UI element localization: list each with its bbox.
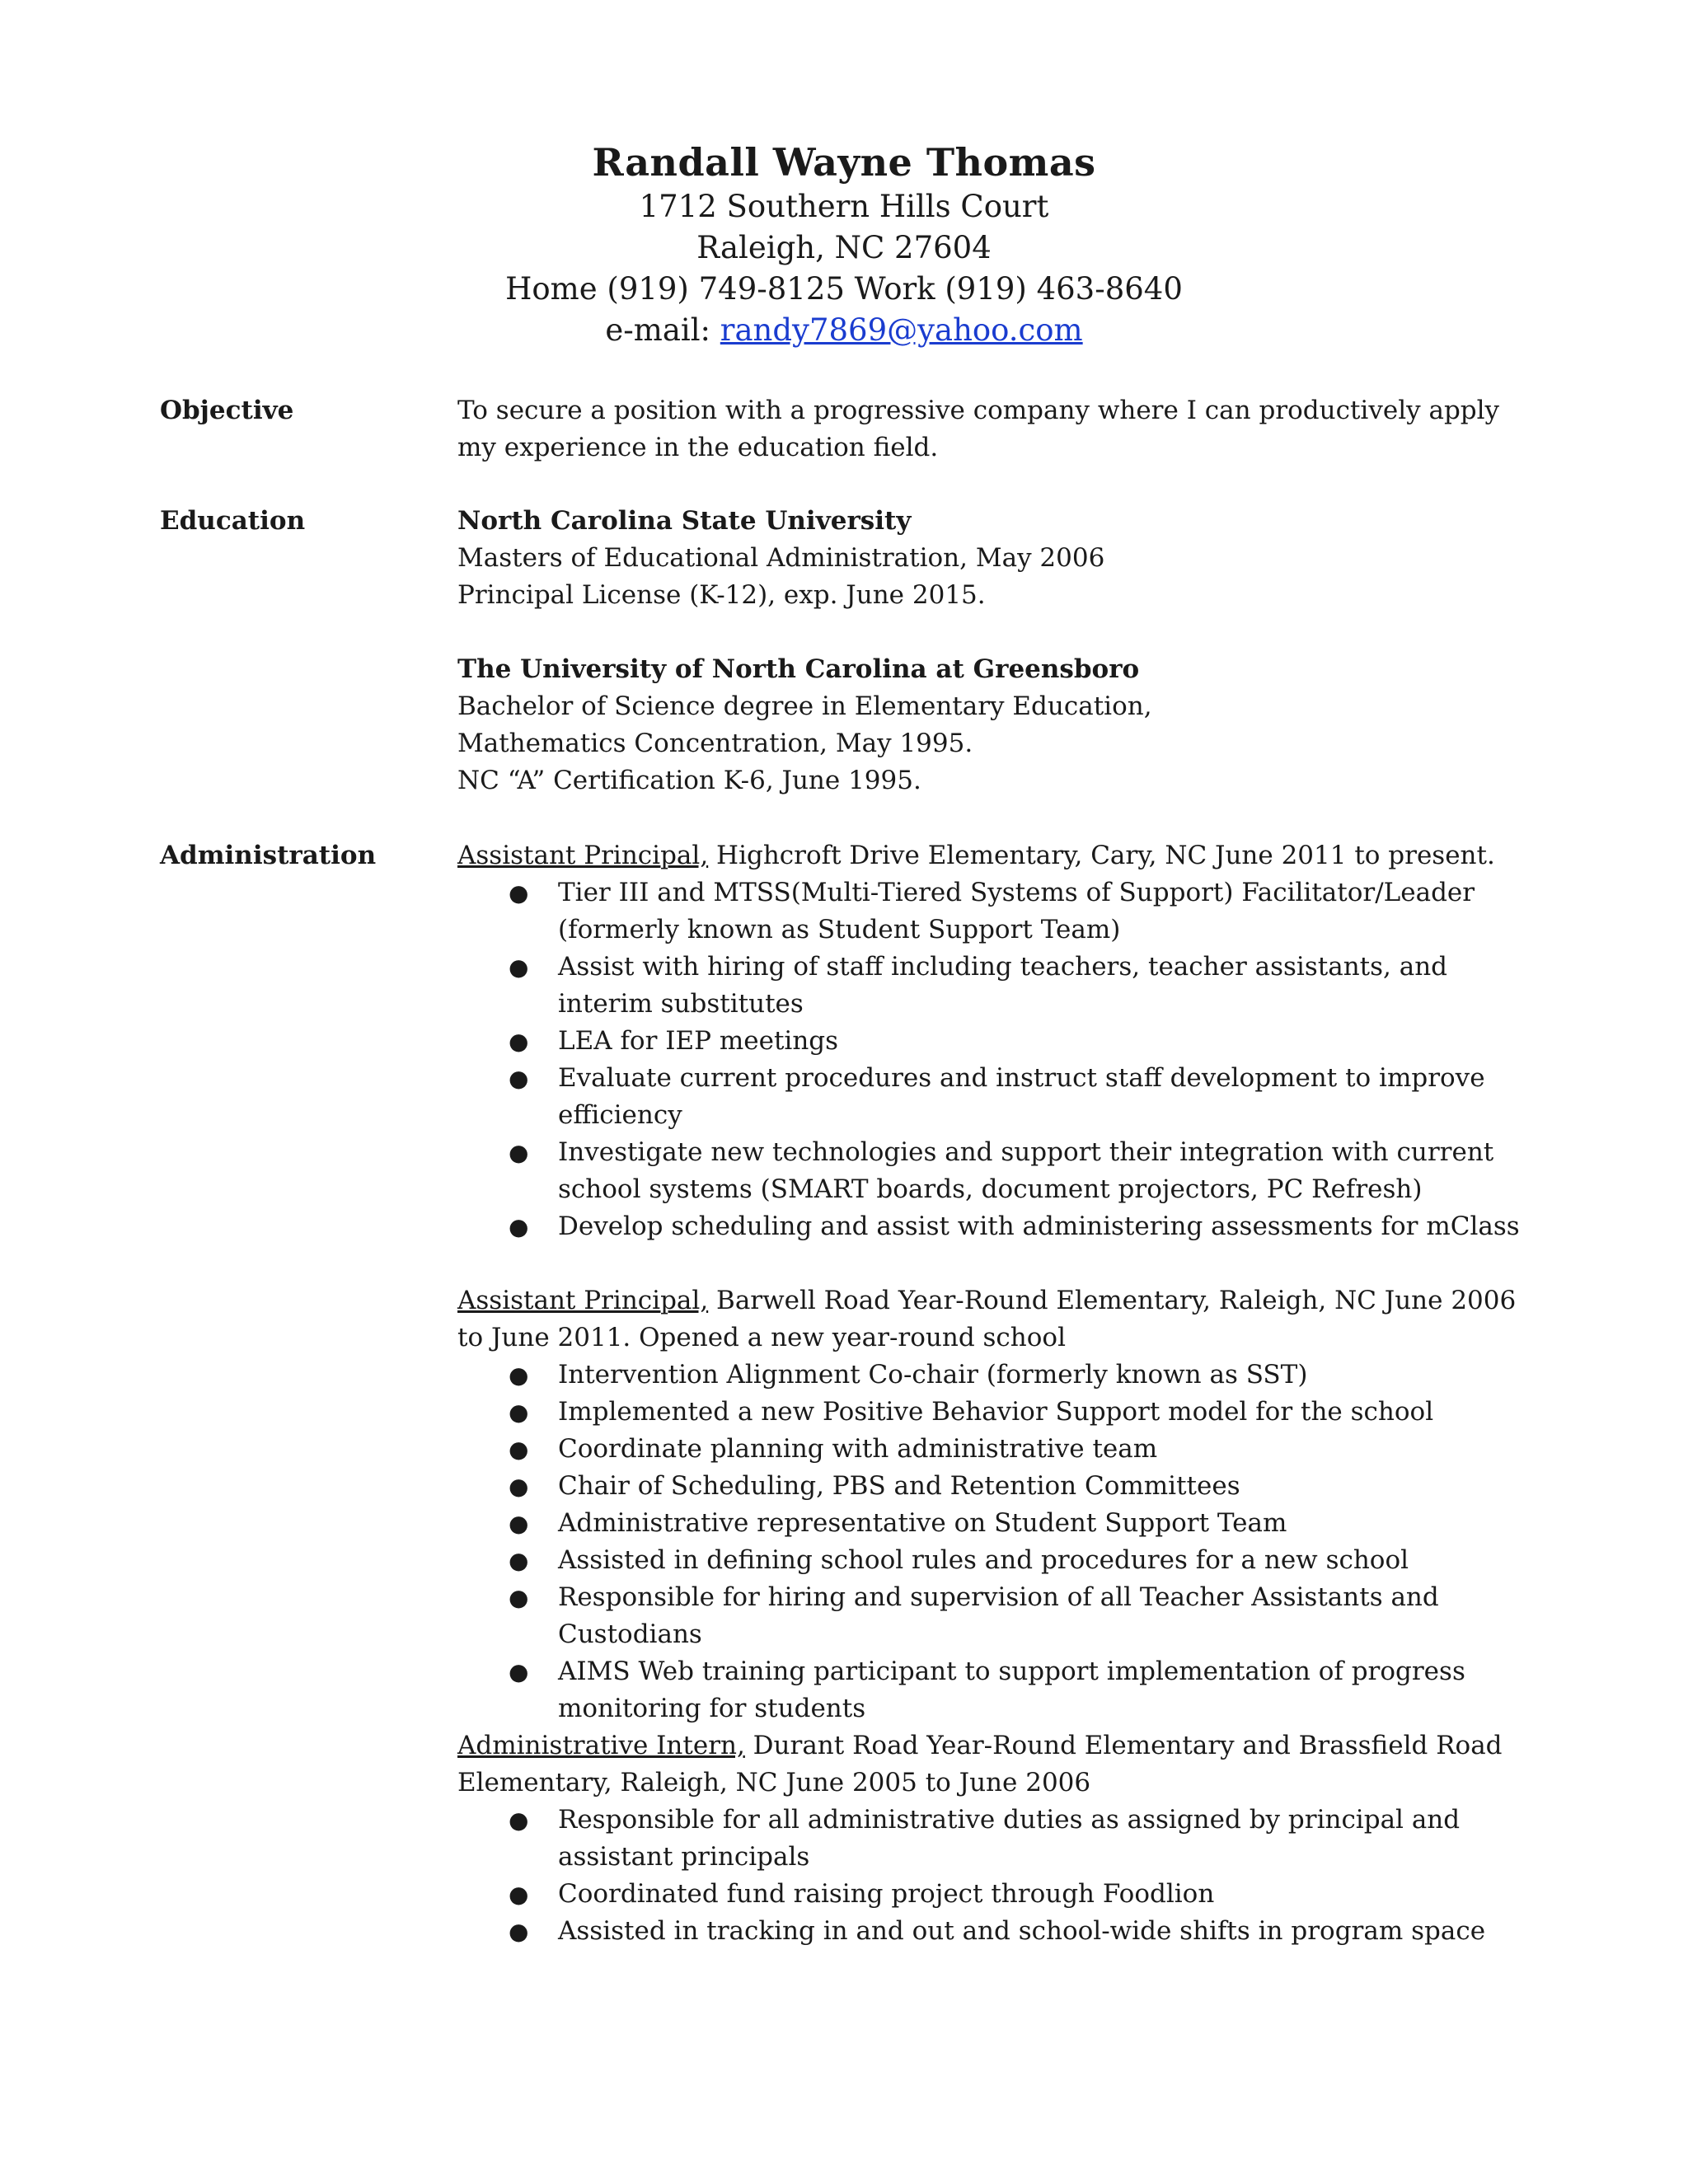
list-item — [457, 1023, 1529, 1060]
school-detail: Principal License (K-12), exp. June 2015. — [457, 580, 986, 610]
list-item — [457, 1431, 1529, 1468]
duty-text: Coordinated fund raising project through Foodlion — [558, 1879, 1215, 1909]
duty-text: Assist with hiring of staff including teachers, teacher assistants, and interim substitutes — [558, 952, 1448, 1019]
objective-text: To secure a position with a progressive company where I can productively apply my experience in the education field. — [457, 396, 1500, 462]
education-body — [457, 503, 1529, 799]
duty-text: Chair of Scheduling, PBS and Retention Committees — [558, 1471, 1240, 1501]
list-item — [457, 1505, 1529, 1542]
bullet-icon: ● — [509, 1807, 529, 1834]
list-item — [457, 1579, 1529, 1653]
duty-text: Investigate new technologies and support their integration with current school systems (SMART boards, document projectors, PC Refresh) — [558, 1137, 1494, 1204]
bullet-icon: ● — [509, 1361, 529, 1389]
list-item — [457, 1542, 1529, 1579]
list-item — [457, 1208, 1529, 1245]
candidate-name: Randall Wayne Thomas — [592, 140, 1096, 185]
duty-text: Intervention Alignment Co-chair (formerly known as SST) — [558, 1360, 1308, 1390]
education-label: Education — [160, 506, 306, 536]
job-heading — [457, 1282, 1529, 1357]
administration-body — [457, 837, 1529, 1950]
list-item — [457, 1134, 1529, 1208]
job-detail: Durant Road Year-Round Elementary and Brassfield Road Elementary, Raleigh, NC June 2005 to June 2006 — [457, 1731, 1503, 1797]
job-detail: Barwell Road Year-Round Elementary, Raleigh, NC June 2006 to June 2011. Opened a new year-round school — [457, 1286, 1517, 1352]
duty-text: Implemented a new Positive Behavior Support model for the school — [558, 1397, 1434, 1427]
job-heading — [457, 837, 1529, 874]
bullet-icon: ● — [509, 1399, 529, 1426]
school-name: North Carolina State University — [457, 506, 912, 536]
job-duties — [457, 874, 1529, 1245]
bullet-icon: ● — [509, 1510, 529, 1537]
duty-text: Evaluate current procedures and instruct staff development to improve efficiency — [558, 1063, 1485, 1130]
job-duties — [457, 1802, 1529, 1950]
school-name: The University of North Carolina at Greensboro — [457, 654, 1140, 684]
job-title: Assistant Principal, — [457, 1286, 709, 1315]
bullet-icon: ● — [509, 1436, 529, 1463]
email-label: e-mail: — [605, 312, 720, 348]
objective-label: Objective — [160, 396, 294, 425]
list-item — [457, 1394, 1529, 1431]
bullet-icon: ● — [509, 1473, 529, 1500]
list-item — [457, 1913, 1529, 1950]
list-item — [457, 949, 1529, 1023]
bullet-icon: ● — [509, 1881, 529, 1908]
address-line-2: Raleigh, NC 27604 — [696, 230, 992, 265]
email-line — [0, 310, 1688, 351]
duty-text: LEA for IEP meetings — [558, 1026, 839, 1056]
bullet-icon: ● — [509, 1547, 529, 1574]
duty-text: AIMS Web training participant to support implementation of progress monitoring for students — [558, 1657, 1465, 1723]
job-title: Assistant Principal, — [457, 841, 709, 870]
duty-text: Assisted in tracking in and out and school-wide shifts in program space — [558, 1916, 1486, 1946]
list-item — [457, 1802, 1529, 1876]
list-item — [457, 1357, 1529, 1394]
bullet-icon: ● — [509, 1658, 529, 1685]
duty-text: Assisted in defining school rules and procedures for a new school — [558, 1545, 1409, 1575]
resume-header — [0, 138, 1688, 351]
list-item — [457, 1060, 1529, 1134]
duty-text: Responsible for all administrative duties as assigned by principal and assistant principals — [558, 1805, 1461, 1872]
school-detail: NC “A” Certification K-6, June 1995. — [457, 766, 921, 795]
list-item — [457, 874, 1529, 949]
objective-body — [457, 392, 1529, 466]
phone-numbers: Home (919) 749-8125 Work (919) 463-8640 — [505, 271, 1183, 307]
duty-text: Administrative representative on Student Support Team — [558, 1508, 1287, 1538]
bullet-icon: ● — [509, 1139, 529, 1166]
duty-text: Responsible for hiring and supervision of all Teacher Assistants and Custodians — [558, 1582, 1439, 1649]
school-detail: Bachelor of Science degree in Elementary Education, Mathematics Concentration, May 1995. — [457, 691, 1152, 758]
administration-label: Administration — [160, 841, 377, 870]
list-item — [457, 1468, 1529, 1505]
address-line-1: 1712 Southern Hills Court — [639, 189, 1049, 224]
list-item — [457, 1653, 1529, 1727]
job-detail: Highcroft Drive Elementary, Cary, NC June 2011 to present. — [708, 841, 1495, 870]
job-title: Administrative Intern, — [457, 1731, 745, 1760]
bullet-icon: ● — [509, 879, 529, 907]
bullet-icon: ● — [509, 954, 529, 981]
bullet-icon: ● — [509, 1213, 529, 1240]
bullet-icon: ● — [509, 1065, 529, 1092]
job-heading — [457, 1727, 1529, 1802]
duty-text: Develop scheduling and assist with administering assessments for mClass — [558, 1212, 1520, 1241]
bullet-icon: ● — [509, 1584, 529, 1611]
email-link[interactable]: randy7869@yahoo.com — [720, 312, 1083, 348]
bullet-icon: ● — [509, 1918, 529, 1945]
list-item — [457, 1876, 1529, 1913]
bullet-icon: ● — [509, 1028, 529, 1055]
job-duties — [457, 1357, 1529, 1727]
duty-text: Coordinate planning with administrative team — [558, 1434, 1158, 1464]
duty-text: Tier III and MTSS(Multi-Tiered Systems of Support) Facilitator/Leader (formerly known as Student Support Team) — [558, 878, 1475, 944]
school-detail: Masters of Educational Administration, May 2006 — [457, 543, 1105, 573]
